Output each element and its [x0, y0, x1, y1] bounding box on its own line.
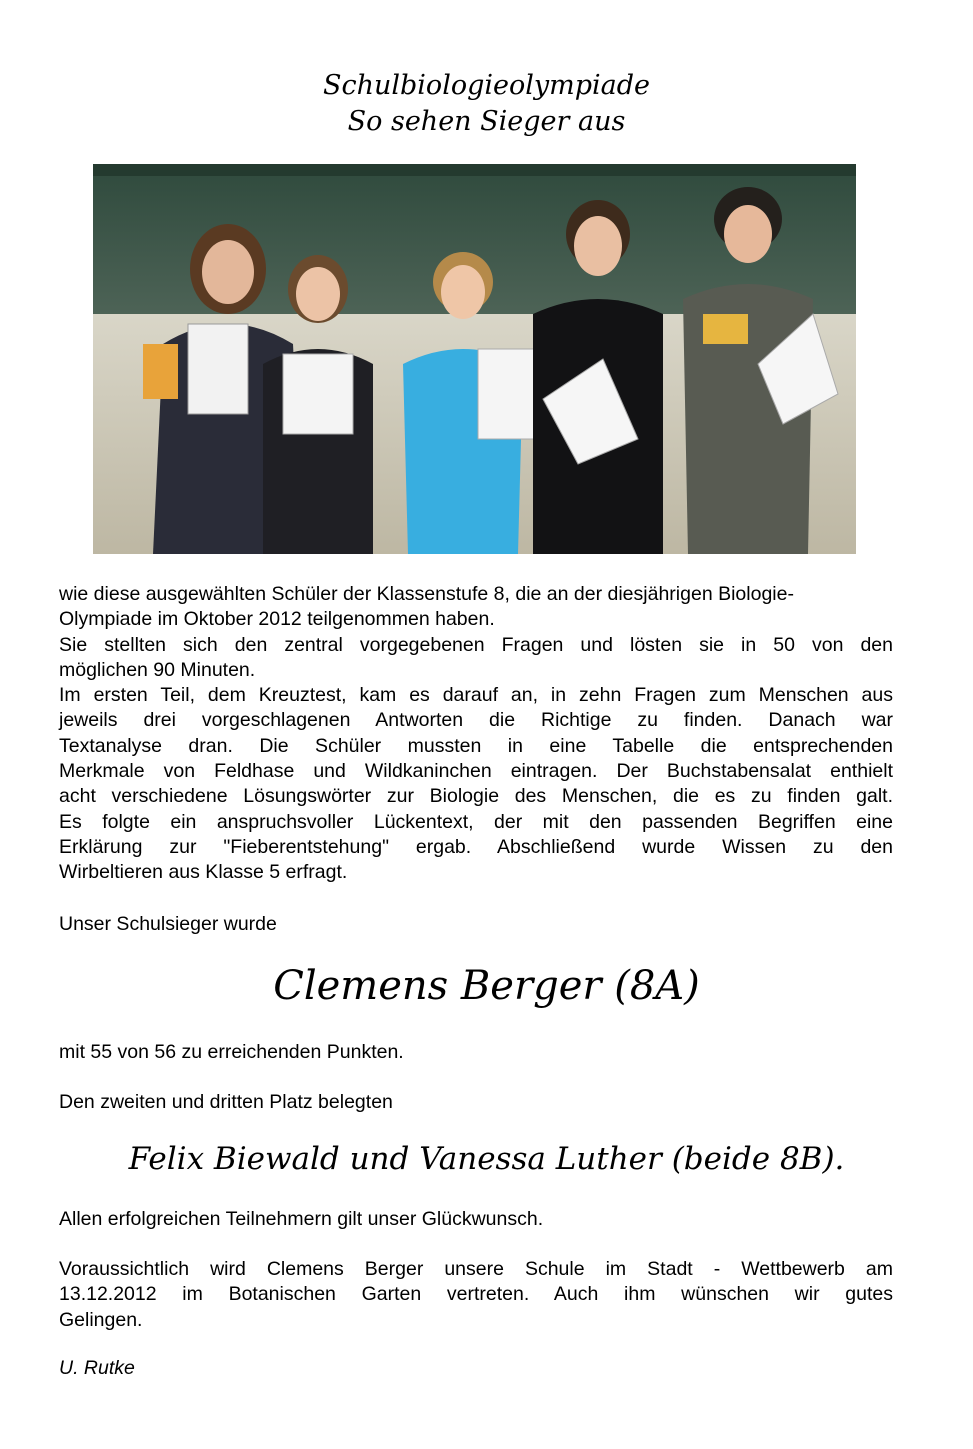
- runners-names: Felix Biewald und Vanessa Luther (beide 8B).: [128, 1141, 845, 1177]
- intro-line-7: Textanalyse dran. Die Schüler mussten in eine Tabelle die entsprechenden: [59, 734, 893, 757]
- winner-points: mit 55 von 56 zu erreichenden Punkten.: [59, 1041, 404, 1063]
- outlook-line-1: Voraussichtlich wird Clemens Berger unsere Schule im Stadt - Wettbewerb am: [59, 1258, 893, 1280]
- title-line-2: So sehen Sieger aus: [347, 106, 626, 137]
- winner-intro: Unser Schulsieger wurde: [59, 913, 277, 935]
- intro-line-4: möglichen 90 Minuten.: [59, 658, 256, 681]
- intro-line-12: Wirbeltieren aus Klasse 5 erfragt.: [59, 861, 348, 884]
- intro-line-11: Erklärung zur "Fieberentstehung" ergab. Abschließend wurde Wissen zu den: [59, 835, 893, 858]
- group-photo: [93, 164, 856, 554]
- congratulations: Allen erfolgreichen Teilnehmern gilt unser Glückwunsch.: [59, 1208, 544, 1230]
- intro-paragraph: [59, 582, 893, 886]
- group-photo-icon: [93, 164, 856, 554]
- outlook-line-3: Gelingen.: [59, 1308, 143, 1331]
- winner-name: Clemens Berger (8A): [273, 963, 700, 1009]
- intro-line-8: Merkmale von Feldhase und Wildkaninchen eintragen. Der Buchstabensalat enthielt: [59, 760, 893, 783]
- outlook-line-2: 13.12.2012 im Botanischen Garten vertreten. Auch ihm wünschen wir gutes: [59, 1283, 893, 1306]
- intro-line-5: Im ersten Teil, dem Kreuztest, kam es darauf an, in zehn Fragen zum Menschen aus: [59, 684, 893, 707]
- runners-intro: Den zweiten und dritten Platz belegten: [59, 1091, 393, 1113]
- author-signature: U. Rutke: [59, 1357, 135, 1379]
- intro-line-3: Sie stellten sich den zentral vorgegebenen Fragen und lösten sie in 50 von den: [59, 633, 893, 656]
- intro-line-6: jeweils drei vorgeschlagenen Antworten die Richtige zu finden. Danach war: [59, 709, 893, 732]
- intro-line-2: Olympiade im Oktober 2012 teilgenommen haben.: [59, 608, 495, 631]
- outlook-paragraph: [59, 1257, 893, 1333]
- intro-line-10: Es folgte ein anspruchsvoller Lückentext, der mit den passenden Begriffen eine: [59, 810, 893, 833]
- intro-line-9: acht verschiedene Lösungswörter zur Biologie des Menschen, die es zu finden galt.: [59, 785, 893, 808]
- intro-line-1: wie diese ausgewählten Schüler der Klassenstufe 8, die an der diesjährigen Biologie-: [59, 583, 794, 605]
- title-line-1: Schulbiologieolympiade: [322, 70, 651, 101]
